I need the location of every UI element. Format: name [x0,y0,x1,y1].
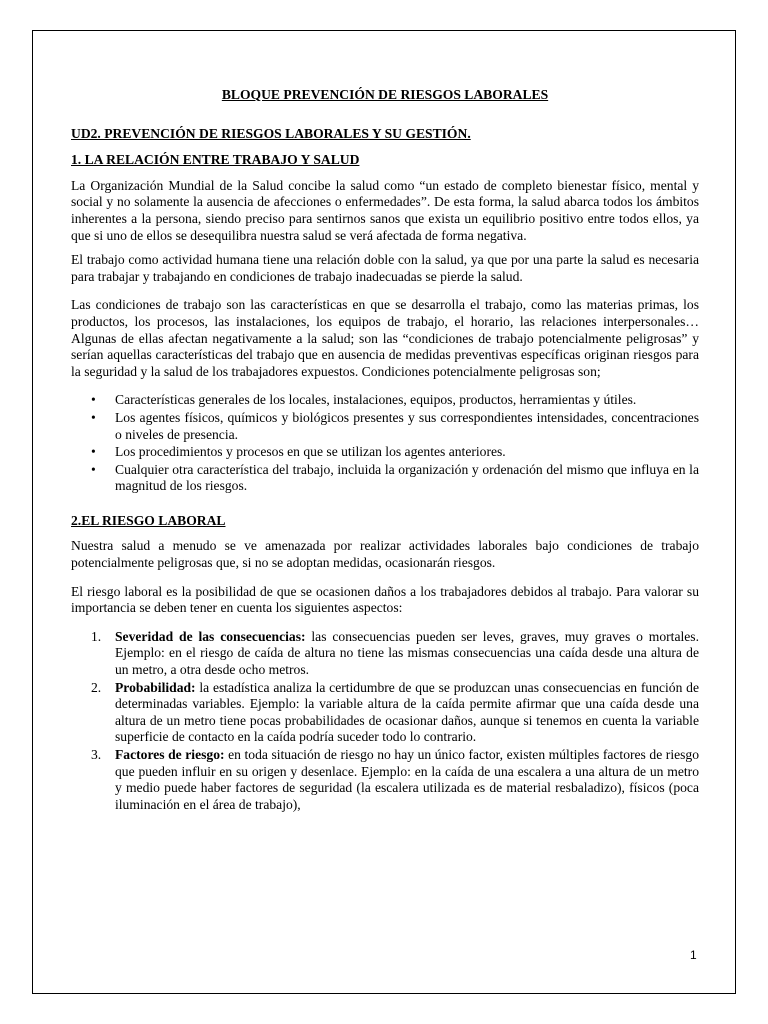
list-item-text: Cualquier otra característica del trabajo, incluida la organización y ordenación del mismo que influya en la magnitud de los riesgos. [115,461,699,494]
document-title: BLOQUE PREVENCIÓN DE RIESGOS LABORALES [221,87,549,102]
list-item [91,444,699,461]
section2-heading: 2.EL RIESGO LABORAL [71,512,226,528]
hazard-conditions-list [71,392,699,495]
item-number: 3. [91,747,102,762]
list-item [91,409,699,443]
bullet-icon: • [91,444,96,460]
item-term: Probabilidad: [115,679,196,695]
item-number: 1. [91,628,102,644]
bullet-icon: • [91,461,96,477]
list-item [91,628,699,679]
section1-paragraph-3: Las condiciones de trabajo son las características en que se desarrolla el trabajo, como las materias primas, los productos, los procesos, las instalaciones, los equipos de trabajo, el horario, las relaciones interpersonales…Algunas de ellas afectan negativamente a la salud; son las “condiciones de trabajo potencialmente peligrosas” y serían aquellas características del trabajo que en ausencia de medidas preventivas específicas originan riesgos para la seguridad y la salud de los trabajadores expuestos. Condiciones potencialmente peligrosas son; [71,297,699,379]
page-number: 1 [690,948,697,962]
unit-heading: UD2. PREVENCIÓN DE RIESGOS LABORALES Y SU GESTIÓN. [71,125,471,141]
section1-paragraph-1: La Organización Mundial de la Salud concibe la salud como “un estado de completo bienestar físico, mental y social y no solamente la ausencia de afecciones o enfermedades”. De esta forma, la salud abarca todos los ámbitos inherentes a la persona, siendo preciso para sentirnos sanos que exista un equilibrio positivo entre todos ellos, ya que si uno de ellos se desequilibra nuestra salud se verá afectada de forma negativa. [71,177,699,243]
item-term: Factores de riesgo: [115,747,225,762]
list-item [91,461,699,495]
section2-paragraph-1: Nuestra salud a menudo se ve amenazada por realizar actividades laborales bajo condiciones de trabajo potencialmente peligrosas que, si no se adoptan medidas, ocasionarán riesgos. [71,538,699,571]
section1-paragraph-2: El trabajo como actividad humana tiene una relación doble con la salud, ya que por una parte la salud es necesaria para trabajar y trabajando en condiciones de trabajo inadecuadas se pierde la salud. [71,252,699,284]
risk-aspects-list [71,629,699,814]
item-text: las consecuencias pueden ser leves, graves, muy graves o mortales. Ejemplo: en el riesgo de caída de altura no tiene las mismas consecuencias una caída desde una altura de un metro, a otra desde ocho metros. [115,628,699,678]
item-term: Severidad de las consecuencias: [115,628,306,644]
bullet-icon: • [91,409,96,425]
list-item-text: Características generales de los locales, instalaciones, equipos, productos, herramientas y útiles. [115,392,637,408]
list-item-text: Los agentes físicos, químicos y biológicos presentes y sus correspondientes intensidades, concentraciones o niveles de presencia. [115,409,699,442]
item-text: en toda situación de riesgo no hay un único factor, existen múltiples factores de riesgo que pueden influir en su origen y desenlace. Ejemplo: en la caída de una escalera a una altura de un metro y medio puede haber factores de seguridad (la escalera utilizada es de material resbaladizo), físicos (poca iluminación en el área de trabajo), [115,747,700,812]
section1-heading: 1. LA RELACIÓN ENTRE TRABAJO Y SALUD [71,152,360,168]
list-item-text: Los procedimientos y procesos en que se utilizan los agentes anteriores. [115,444,506,460]
list-item [91,392,699,409]
list-item [91,679,699,746]
section2-paragraph-2: El riesgo laboral es la posibilidad de que se ocasionen daños a los trabajadores debidos al trabajo. Para valorar su importancia se deben tener en cuenta los siguientes aspectos: [71,583,699,616]
item-text: la estadística analiza la certidumbre de que se produzcan unas consecuencias en función de determinadas variables. Ejemplo: la variable altura de la caída permite afirmar que una caída desde una altura de un metro tiene pocas probabilidades de ocasionar daños, aunque si tenemos en cuenta la variable superficie de contacto en la caída podría suceder todo lo contrario. [115,679,699,745]
list-item [91,747,700,813]
page-frame [32,30,736,994]
item-number: 2. [91,679,102,695]
document-body [71,87,699,814]
bullet-icon: • [91,392,96,408]
